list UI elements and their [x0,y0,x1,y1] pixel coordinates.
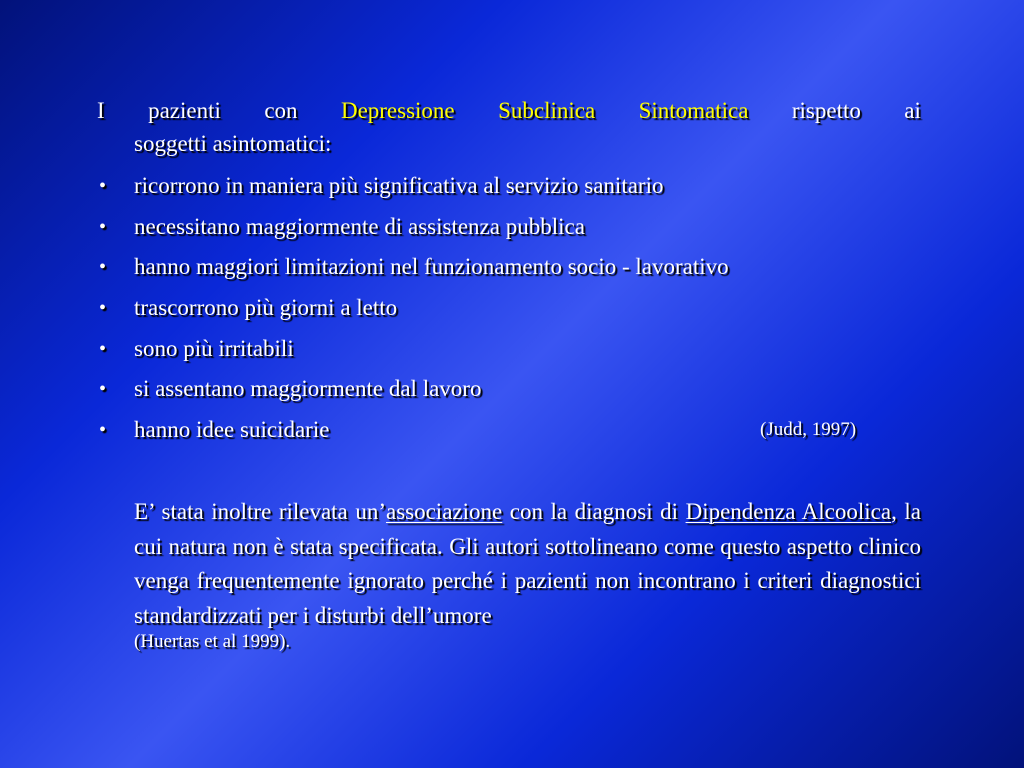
bullet-item [97,209,921,250]
intro-word: ai [904,98,921,123]
bullet-text: sono più irritabili [134,335,294,361]
bullet-icon: • [99,378,107,401]
bullet-item [97,249,921,290]
paragraph-text: , la cui natura non è stata specificata. Gli autori sottolineano come questo aspetto clinico venga frequentemente ignorato perché i pazienti non incontrano i criteri diagnostici standardizzati per i disturbi dell’umore [134,499,921,628]
bullet-text: si assentano maggiormente dal lavoro [134,376,482,402]
bullet-item [97,331,921,372]
bullet-text: hanno idee suicidarie [134,417,330,443]
bullet-item [97,371,921,412]
intro-heading [97,93,921,161]
bullet-icon: • [99,215,107,238]
bullet-text: necessitano maggiormente di assistenza pubblica [134,213,585,239]
highlight-word: Sintomatica [638,98,749,123]
citation-huertas: (Huertas et al 1999). [134,631,291,652]
intro-word: pazienti [148,98,221,123]
bullet-list [97,168,921,453]
bullet-text: hanno maggiori limitazioni nel funzionamento socio - lavorativo [134,254,729,280]
bullet-text: ricorrono in maniera più significativa al servizio sanitario [134,173,664,198]
bullet-icon: • [99,419,107,442]
closing-paragraph [134,495,921,655]
bullet-icon: • [99,297,107,320]
bullet-icon: • [99,175,107,197]
highlight-word: Subclinica [498,98,596,123]
intro-line-2: soggetti asintomatici: [134,131,332,156]
intro-word: con [264,98,298,123]
bullet-item [97,290,921,331]
bullet-item [97,412,921,453]
intro-line-1 [97,93,921,128]
citation-judd: (Judd, 1997) [760,419,857,441]
underlined-term-associazione: associazione [385,499,503,524]
intro-word: I [97,98,105,123]
bullet-icon: • [99,337,107,360]
bullet-icon: • [99,256,107,279]
highlight-word: Depressione [340,98,455,123]
paragraph-text: E’ stata inoltre rilevata un’ [134,499,386,524]
underlined-term-dipendenza-alcoolica: Dipendenza Alcoolica [685,499,892,524]
paragraph-text: con la diagnosi di [502,499,686,524]
bullet-text: trascorrono più giorni a letto [134,295,398,321]
bullet-item [97,168,921,209]
intro-word: rispetto [791,98,861,123]
